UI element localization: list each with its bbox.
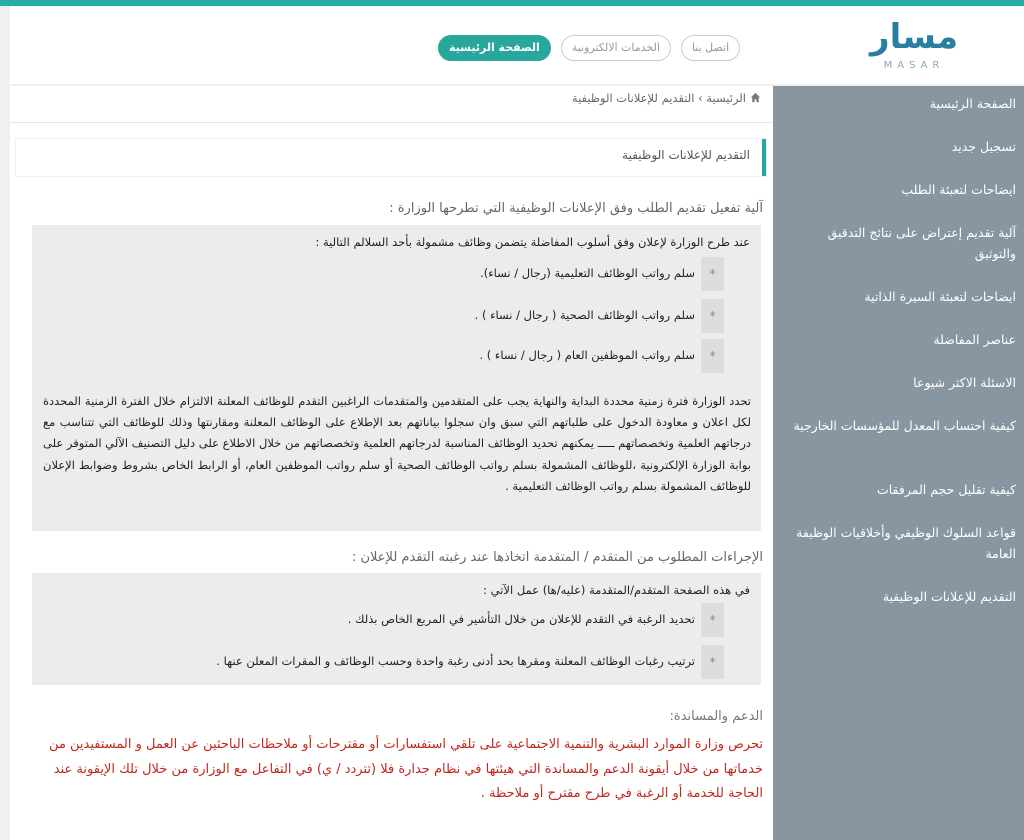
section1-heading: آلية تفعيل تقديم الطلب وفق الإعلانات الوظيفية التي تطرحها الوزارة : (389, 201, 763, 216)
sidebar-item-gpa[interactable]: كيفية احتساب المعدل للمؤسسات الخارجية (793, 418, 1016, 433)
section1-intro: عند طرح الوزارة لإعلان وفق أسلوب المفاضلة يتضمن وظائف مشمولة بأحد السلالم التالية : (315, 235, 750, 249)
bullet-icon: * (701, 603, 724, 637)
masar-logo[interactable] (864, 16, 964, 78)
nav-contact-button[interactable]: اتصل بنا (681, 35, 740, 61)
sidebar-item-job-ads[interactable]: التقديم للإعلانات الوظيفية (882, 589, 1016, 604)
nav-home-button[interactable]: الصفحة الرئيسية (438, 35, 551, 61)
breadcrumb (572, 89, 761, 107)
sidebar-item-faq[interactable]: الاسئلة الاكثر شيوعا (913, 375, 1016, 390)
divider (10, 122, 773, 123)
sidebar (773, 86, 1024, 840)
main-content (10, 86, 773, 840)
sidebar-item-criteria[interactable]: عناصر المفاضلة (933, 332, 1016, 347)
section2-intro: في هذه الصفحة المتقدم/المتقدمة (عليه/ها) عمل الآتي : (483, 583, 750, 597)
section2-item: تحديد الرغبة في التقدم للإعلان من خلال التأشير في المربع الخاص بذلك . (347, 612, 695, 626)
sidebar-item-attachments[interactable]: كيفية تقليل حجم المرفقات (876, 482, 1016, 497)
section1-item: سلم رواتب الوظائف الصحية ( رجال / نساء ) . (474, 308, 695, 322)
sidebar-item-register[interactable]: تسجيل جديد (951, 139, 1016, 154)
section1-item: سلم رواتب الموظفين العام ( رجال / نساء ) . (479, 348, 695, 362)
section2-panel (32, 573, 761, 685)
sidebar-item-cv-help[interactable]: ايضاحات لتعبئة السيرة الذاتية (864, 289, 1016, 304)
site-header (10, 6, 1024, 84)
section2-heading: الإجراءات المطلوب من المتقدم / المتقدمة اتخاذها عند رغبته التقدم للإعلان : (351, 550, 763, 565)
bullet-icon: * (701, 339, 724, 373)
breadcrumb-home-link[interactable]: الرئيسية (706, 91, 746, 105)
sidebar-item-application-help[interactable]: ايضاحات لتعبئة الطلب (901, 182, 1016, 197)
logo-latin: MASAR (883, 60, 945, 71)
page-title: التقديم للإعلانات الوظيفية (622, 148, 750, 162)
sidebar-item-conduct[interactable]: قواعد السلوك الوظيفي وأخلاقيات الوظيفة العامة (796, 525, 1016, 561)
support-heading: الدعم والمساندة: (669, 709, 763, 724)
page-title-box (16, 139, 766, 176)
breadcrumb-current: التقديم للإعلانات الوظيفية (571, 91, 695, 105)
logo-arabic: مسار (870, 17, 958, 57)
support-text: تحرص وزارة الموارد البشرية والتنمية الاجتماعية على تلقي استفسارات أو مقترحات أو ملاحظات الباحثين عن العمل و المستفيدين من خدماتها من خلال أيقونة الدعم والمساندة التي هيئتها في نظام جدارة فلا (تتردد / ي) في التفاعل مع الوزارة من خلال تلك الإيقونة عند الحاجة للخدمة أو الرغبة في طرح مقترح أو ملاحظة . (49, 737, 763, 801)
nav-eservices-button[interactable]: الخدمات الالكترونية (561, 35, 671, 61)
bullet-icon: * (701, 257, 724, 291)
breadcrumb-separator: › (698, 91, 703, 105)
section1-item: سلم رواتب الوظائف التعليمية (رجال / نساء). (480, 266, 695, 280)
sidebar-item-objection[interactable]: آلية تقديم إعتراض على نتائج التدقيق والتوثيق (827, 225, 1016, 261)
bullet-icon: * (701, 299, 724, 333)
sidebar-item-home[interactable]: الصفحة الرئيسية (929, 96, 1016, 111)
home-icon[interactable] (750, 92, 761, 103)
section1-panel (32, 225, 761, 531)
section1-paragraph: تحدد الوزارة فترة زمنية محددة البداية والنهاية يجب على المتقدمين والمتقدمات الراغبين التقدم للوظائف المعلنة الالتزام خلال الفترة الزمنية المحددة لكل اعلان و معاودة الدخول على طلباتهم التي سبق وان سجلوا بياناتهم بعد الإطلاع على الوظائف المعلنة ومقارنتها وذلك للوظائف التي تتناسب مع درجاتهم العلمية وتخصصاتهم ـــــ يمكنهم تحديد الوظائف المناسبة لدرجاتهم العلمية وتخصصاتهم من خلال الاطلاع على دليل التصنيف الآلي المتوفر على بوابة الوزارة الإلكترونية ،للوظائف المشمولة بسلم رواتب الوظائف الصحية أو سلم رواتب الموظفين العام، أو الرابط الخاص بشروط وضوابط الإعلان للوظائف المشمولة بسلم رواتب الوظائف التعليمية . (43, 394, 751, 493)
top-nav (438, 35, 740, 61)
section2-item: ترتيب رغبات الوظائف المعلنة ومقرها بحد أدنى رغبة واحدة وحسب الوظائف و المقرات المعلن عنها . (216, 654, 695, 668)
bullet-icon: * (701, 645, 724, 679)
